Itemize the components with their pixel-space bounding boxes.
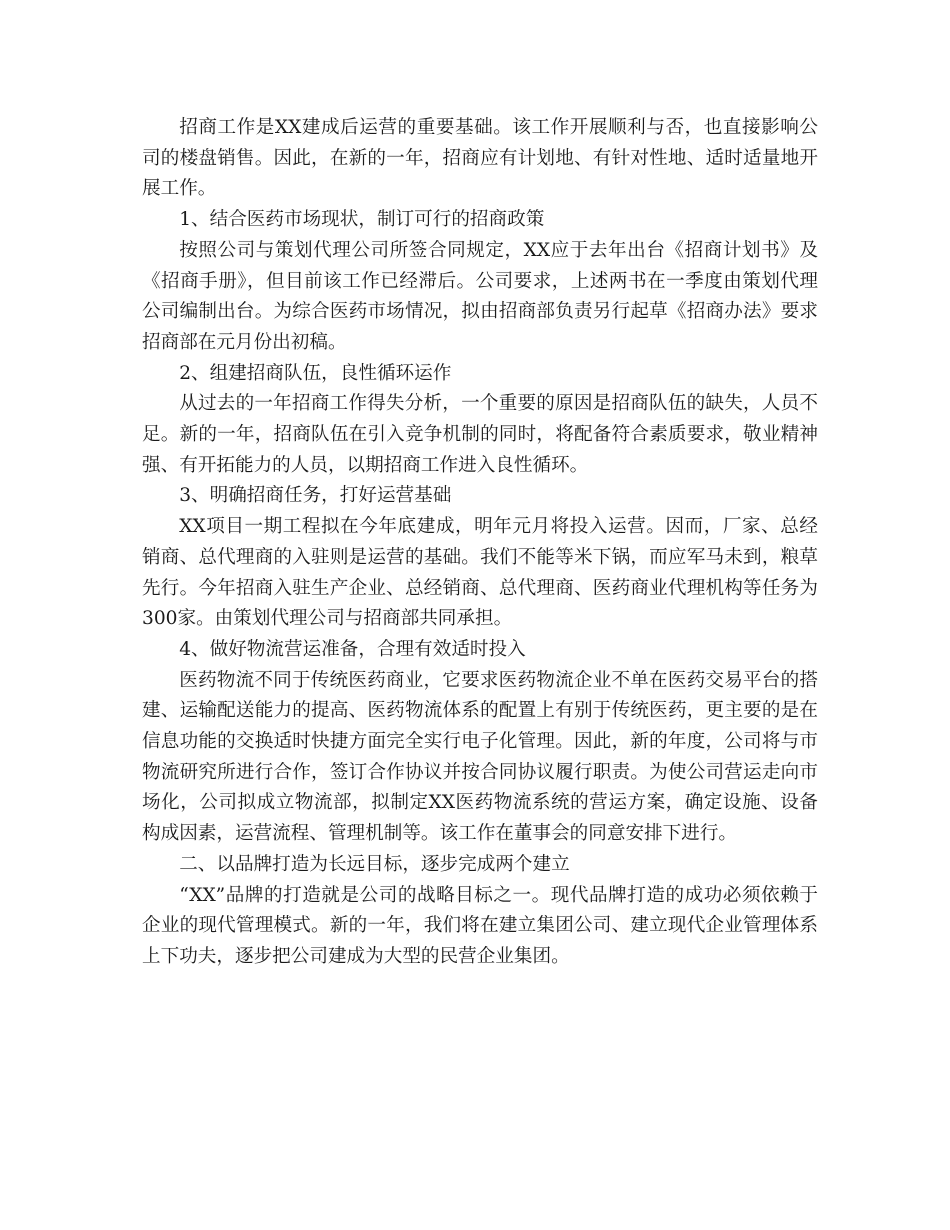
section-heading-2: 2、组建招商队伍，良性循环运作 [179, 362, 452, 384]
paragraph-2: 从过去的一年招商工作得失分析，一个重要的原因是招商队伍的缺失，人员不足。新的一年，招商队伍在引入竞争机制的同时，将配备符合素质要求，敬业精神强、有开拓能力的人员，以期招商工作进入良性循环。 [142, 393, 818, 476]
section-heading-1: 1、结合医药市场现状，制订可行的招商政策 [179, 209, 545, 231]
paragraph-3: XX项目一期工程拟在今年底建成，明年元月将投入运营。因而，厂家、总经销商、总代理商的入驻则是运营的基础。我们不能等米下锅，而应军马未到，粮草先行。今年招商入驻生产企业、总经销商、总代理商、医药商业代理机构等任务为300家。由策划代理公司与招商部共同承担。 [142, 516, 818, 630]
section-heading-3: 3、明确招商任务，打好运营基础 [179, 485, 452, 507]
paragraph-intro: 招商工作是XX建成后运营的重要基础。该工作开展顺利与否，也直接影响公司的楼盘销售。因此，在新的一年，招商应有计划地、有针对性地、适时适量地开展工作。 [142, 117, 818, 200]
paragraph-1: 按照公司与策划代理公司所签合同规定，XX应于去年出台《招商计划书》及《招商手册》，但目前该工作已经滞后。公司要求，上述两书在一季度由策划代理公司编制出台。为综合医药市场情况，拟由招商部负责另行起草《招商办法》要求招商部在元月份出初稿。 [142, 239, 818, 353]
section-heading-main-2: 二、以品牌打造为长远目标，逐步完成两个建立 [179, 853, 570, 875]
document-body [142, 113, 818, 973]
section-heading-4: 4、做好物流营运准备，合理有效适时投入 [179, 638, 526, 660]
paragraph-5: “XX”品牌的打造就是公司的战略目标之一。现代品牌打造的成功必须依赖于企业的现代管理模式。新的一年，我们将在建立集团公司、建立现代企业管理体系上下功夫，逐步把公司建成为大型的民营企业集团。 [142, 884, 818, 967]
paragraph-4: 医药物流不同于传统医药商业，它要求医药物流企业不单在医药交易平台的搭建、运输配送能力的提高、医药物流体系的配置上有别于传统医药，更主要的是在信息功能的交换适时快捷方面完全实行电子化管理。因此，新的年度，公司将与市物流研究所进行合作，签订合作协议并按合同协议履行职责。为使公司营运走向市场化，公司拟成立物流部，拟制定XX医药物流系统的营运方案，确定设施、设备构成因素，运营流程、管理机制等。该工作在董事会的同意安排下进行。 [142, 669, 818, 845]
